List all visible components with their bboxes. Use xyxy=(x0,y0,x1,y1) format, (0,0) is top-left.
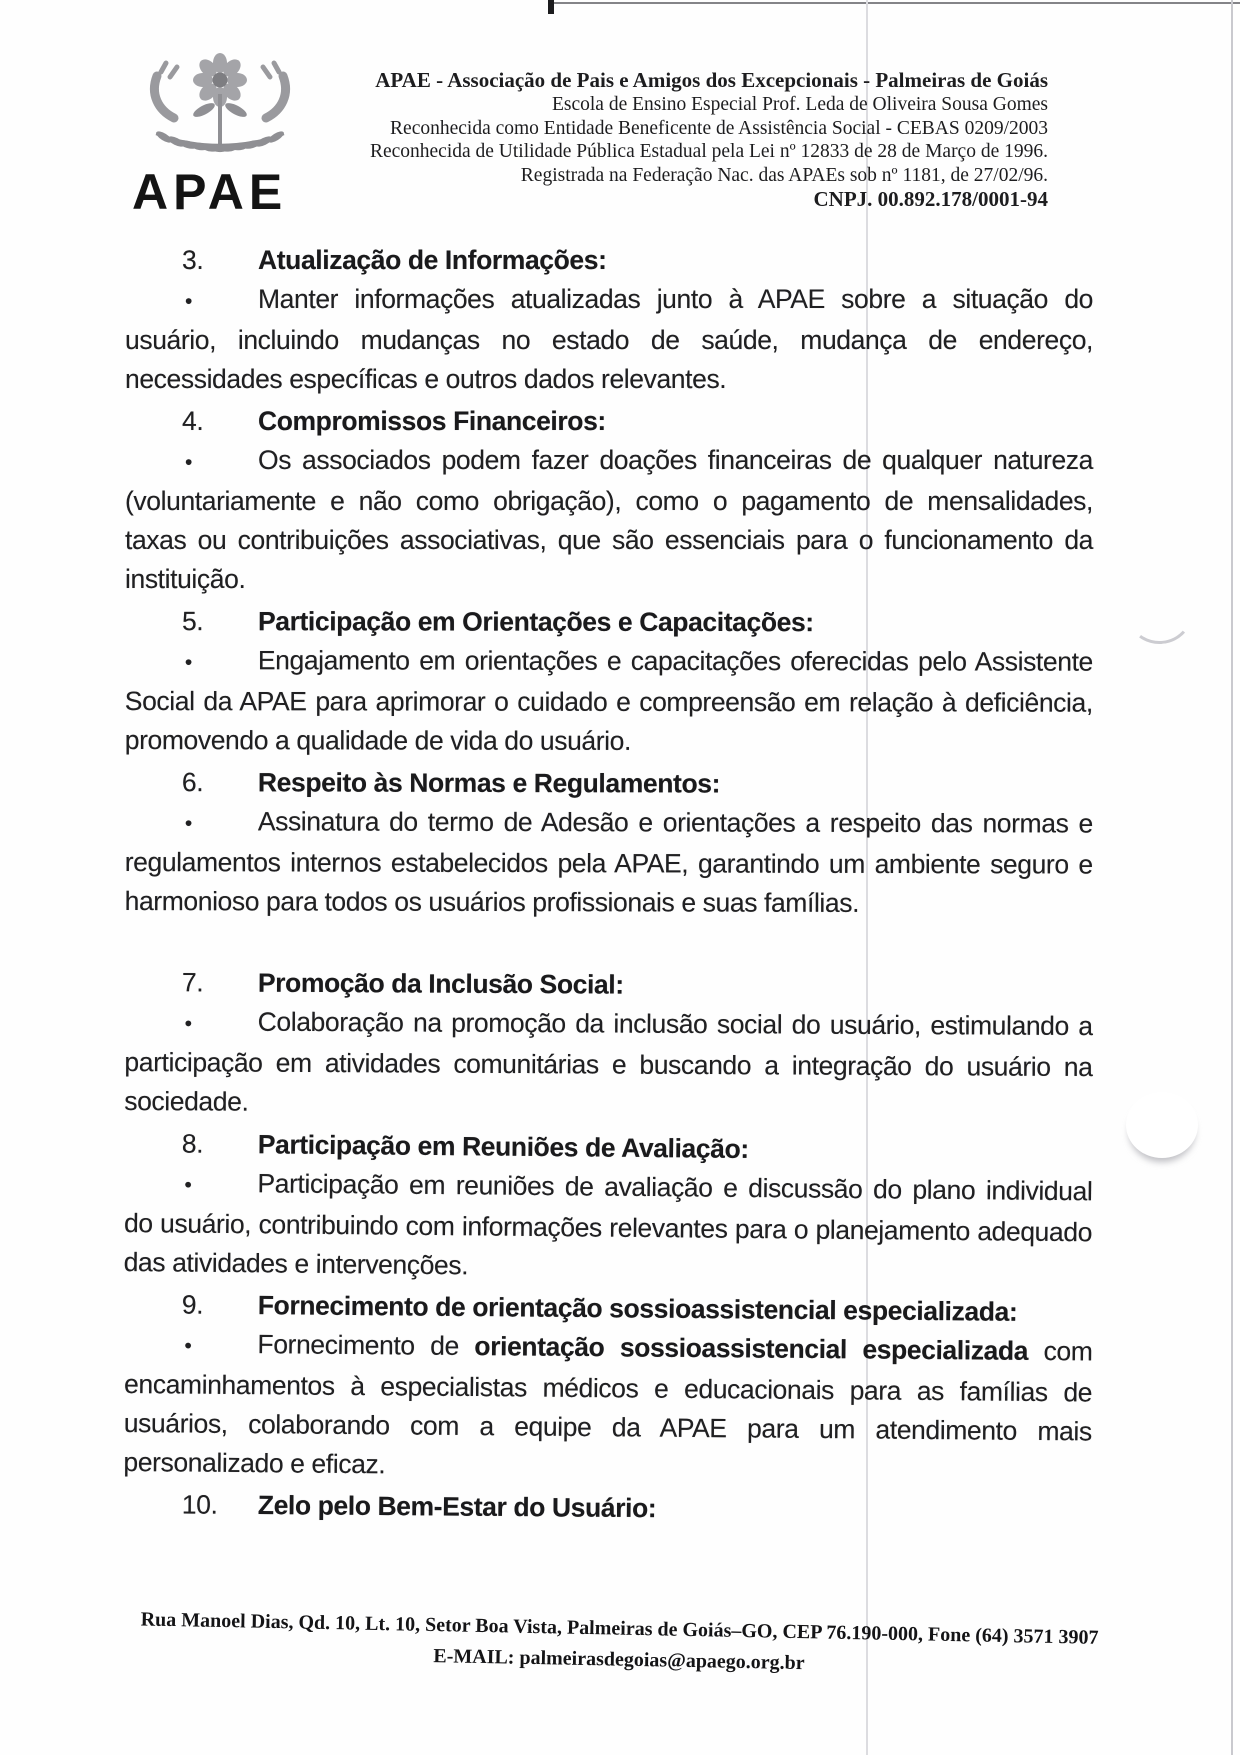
section-title: Promoção da Inclusão Social: xyxy=(257,967,624,1000)
section-9 xyxy=(123,1285,1093,1490)
bullet-marker: • xyxy=(185,451,192,474)
section-number: 8. xyxy=(181,1128,204,1159)
bullet-marker: • xyxy=(184,812,192,836)
section-heading xyxy=(125,763,1093,805)
letterhead-line-5: Registrada na Federação Nac. das APAEs sob nº 1181, de 27/02/96. xyxy=(520,164,1048,186)
document-body xyxy=(125,238,1093,1524)
section-number: 6. xyxy=(181,767,204,798)
section-number: 10. xyxy=(181,1489,218,1520)
bullet-marker: • xyxy=(184,1334,192,1358)
bullet-text: Manter informações atualizadas junto à APAE sobre a situação do usuário, incluindo mudanças no estado de saúde, mudança de endereço, necessidades específicas e outros dados relevantes. xyxy=(125,284,1093,394)
section-title: Zelo pelo Bem-Estar do Usuário: xyxy=(257,1490,657,1524)
section-8 xyxy=(123,1124,1092,1291)
bullet-paragraph xyxy=(125,441,1093,599)
document-footer xyxy=(117,1604,1122,1685)
section-title: Compromissos Financeiros: xyxy=(258,406,606,436)
letterhead-line-1: APAE - Associação de Pais e Amigos dos Excepcionais - Palmeiras de Goiás xyxy=(375,68,1048,92)
section-title: Atualização de Informações: xyxy=(258,245,607,275)
bullet-text: Participação em reuniões de avaliação e discussão do plano individual do usuário, contribuindo com informações relevantes para o planejamento adequado das atividades e intervenções. xyxy=(123,1168,1093,1281)
section-heading xyxy=(125,241,1093,280)
letterhead-text-block xyxy=(300,68,1048,212)
section-4 xyxy=(125,402,1093,599)
bullet-paragraph xyxy=(124,1002,1093,1126)
section-7 xyxy=(124,963,1093,1126)
bullet-paragraph xyxy=(125,641,1093,762)
section-5 xyxy=(125,602,1093,762)
scan-artifact-top-edge-line xyxy=(552,2,1240,4)
bullet-text: Colaboração na promoção da inclusão social do usuário, estimulando a participação em atividades comunitárias e buscando a integração do usuário na sociedade. xyxy=(124,1006,1093,1117)
bullet-paragraph xyxy=(125,802,1093,924)
section-number: 4. xyxy=(182,406,204,436)
bullet-text: Os associados podem fazer doações financeiras de qualquer natureza (voluntariamente e não como obrigação), como o pagamento de mensalidades, taxas ou contribuições associativas, que são essenciais para o funcionamento da instituição. xyxy=(125,445,1093,594)
section-title: Participação em Orientações e Capacitações: xyxy=(257,606,814,638)
section-heading xyxy=(125,402,1093,441)
apae-emblem-graphic xyxy=(128,52,313,170)
letterhead-line-4: Reconhecida de Utilidade Pública Estadual pela Lei nº 12833 de 28 de Março de 1996. xyxy=(369,141,1048,162)
footer-email-line: E-MAIL: palmeirasdegoias@apaego.org.br xyxy=(433,1645,805,1675)
bullet-marker: • xyxy=(184,1173,192,1197)
section-6 xyxy=(125,763,1093,924)
scan-artifact-top-tick xyxy=(548,0,554,14)
scan-artifact-punch-mark-lower xyxy=(1126,1092,1198,1158)
scan-artifact-punch-mark-upper xyxy=(1125,583,1195,647)
bullet-marker: • xyxy=(184,651,192,675)
letterhead-line-3: Reconhecida como Entidade Beneficente de Assistência Social - CEBAS 0209/2003 xyxy=(390,117,1048,139)
section-heading xyxy=(125,602,1093,643)
bullet-paragraph xyxy=(123,1163,1092,1291)
section-number: 9. xyxy=(181,1289,204,1320)
apae-logo xyxy=(128,52,318,220)
letterhead-line-2: Escola de Ensino Especial Prof. Leda de Oliveira Sousa Gomes xyxy=(551,94,1048,115)
section-3 xyxy=(125,241,1093,399)
section-title: Respeito às Normas e Regulamentos: xyxy=(257,767,721,799)
apae-logo-text: APAE xyxy=(132,164,288,220)
section-heading xyxy=(125,1485,1093,1532)
bullet-paragraph xyxy=(123,1324,1092,1490)
bullet-marker: • xyxy=(184,1012,192,1036)
section-10 xyxy=(125,1485,1093,1532)
bullet-marker: • xyxy=(185,290,192,313)
letterhead-line-6: CNPJ. 00.892.178/0001-94 xyxy=(813,187,1048,211)
section-number: 3. xyxy=(182,245,204,275)
bullet-text: Engajamento em orientações e capacitações oferecidas pelo Assistente Social da APAE para aprimorar o cuidado e compreensão em relação à deficiência, promovendo a qualidade de vida do usuário. xyxy=(124,645,1093,756)
section-title: Participação em Reuniões de Avaliação: xyxy=(257,1129,749,1164)
footer-address-line: Rua Manoel Dias, Qd. 10, Lt. 10, Setor Boa Vista, Palmeiras de Goiás–GO, CEP 76.190-000, Fone (64) 3571 3907 xyxy=(140,1608,1099,1649)
bullet-paragraph xyxy=(125,280,1093,399)
section-number: 5. xyxy=(181,606,204,637)
scan-artifact-right-edge-line xyxy=(1231,0,1233,1755)
section-number: 7. xyxy=(181,967,204,998)
bullet-text: Fornecimento de xyxy=(257,1329,475,1362)
bullet-text: com encaminhamentos à especialistas médicos e educacionais para as famílias de usuários, colaborando com a equipe da APAE para um atendimento mais personalizado e eficaz. xyxy=(123,1335,1093,1480)
section-heading xyxy=(125,963,1093,1007)
bullet-text: Assinatura do termo de Adesão e orientações a respeito das normas e regulamentos internos estabelecidos pela APAE, garantindo um ambiente seguro e harmonioso para todos os usuários profissionais e suas famílias. xyxy=(124,806,1093,918)
bullet-text-bold: orientação sossioassistencial especializada xyxy=(474,1331,1029,1366)
section-title: Fornecimento de orientação sossioassistencial especializada: xyxy=(257,1290,1018,1327)
